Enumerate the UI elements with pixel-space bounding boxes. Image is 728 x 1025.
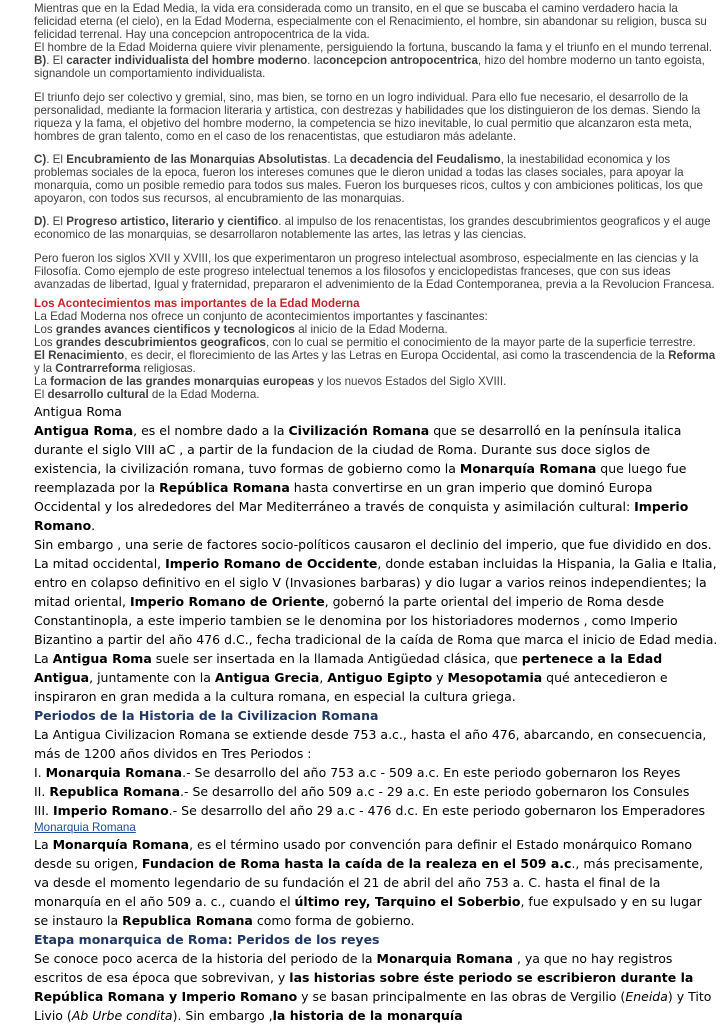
rome-paragraph-3: La Antigua Roma suele ser insertada en la llamada Antigüedad clásica, que pertenece a la Edad Antigua, juntamente con la Antigua Grecia, Antiguo Egipto y Mesopotamia qué antecedieron e inspiraron en gran medida a la cultura romana, en especial la cultura griega. [34, 650, 668, 704]
etapa-heading: Etapa monarquica de Roma: Peridos de los reyes [34, 931, 380, 947]
point-d-letter: D) [34, 215, 47, 229]
point-c-term-1: Encubramiento de las Monarquias Absolutistas [66, 152, 328, 166]
intro-paragraph-4: Pero fueron los siglos XVII y XVIII, los que experimentaron un progreso intelectual asombroso, especialmente en las ciencias y la Filosofía. Como ejemplo de este progreso intelectual tenemos a los filosofos y enciclopedistas franceses, que con sus ideas avanzadas de libertad, Igual y fraternidad, prepararon el advenimiento de la Edad Contemporanea, previa a la Revolucion Francesa. [34, 251, 715, 291]
point-c-letter: C) [34, 152, 47, 166]
intro-paragraph-3: El triunfo dejo ser colectivo y gremial, sino, mas bien, se torno en un logro individual. Para ello fue necesario, el desarrollo de la personalidad, mediante la formacion literaria y artistica, con destrezas y habilidades que los distinguieron de los demas. Siendo la riqueza y la fama, el objetivo del hombre moderno, la competencia se hizo inevitable, lo cual permitio que alcanzaron esta meta, hombres de gran talento, como en el caso de los renacentistas, que estudiaron más adelante. [34, 90, 701, 143]
events-line-6: El desarrollo cultural de la Edad Moderna. [34, 388, 260, 402]
periods-heading: Periodos de la Historia de la Civilizacion Romana [34, 707, 379, 723]
rome-paragraph-2: Sin embargo , una serie de factores socio-políticos causaron el declinio del imperio, que fue dividido en dos. La mitad occidental, Imperio Romano de Occidente, donde estaban incluidas la Hispania, la Galia e Italia, entro en colapso definitivo en el siglo V (Invasiones barbaras) y dio lugar a varios reinos independientes; la mitad oriental, Imperio Romano de Oriente, gobernó la parte oriental del imperio de Roma desde Constantinopla, a este imperio tambien se le denomina por los historiadores modernos , como Imperio Bizantino a partir del año 476 d.C., fecha tradicional de la caída de Roma que marca el inicio de Edad media. [34, 536, 718, 647]
period-3: III. Imperio Romano.- Se desarrollo del año 29 a.c - 476 d.c. En este periodo gobernaron los Emperadores [34, 802, 706, 818]
monarquia-romana-link[interactable]: Monarquia Romana [34, 820, 136, 834]
point-b-term-1: caracter individualista del hombre moderno [66, 54, 308, 68]
point-c-term-2: decadencia del Feudalismo [349, 152, 501, 166]
point-b-paragraph: B). El caracter individualista del hombre moderno. laconcepcion antropocentrica, hizo del hombre moderno un tanto egoista, signandole un comportamiento individualista. [34, 54, 705, 81]
point-b-letter: B) [34, 54, 47, 68]
periods-intro: La Antigua Civilizacion Romana se extiende desde 753 a.c., hasta el año 476, abarcando, en consecuencia, más de 1200 años dividos en Tres Periodos : [34, 726, 707, 761]
events-line-5: La formacion de las grandes monarquias europeas y los nuevos Estados del Siglo XVIII. [34, 375, 507, 389]
rome-paragraph-4: La Monarquía Romana, es el término usado por convención para definir el Estado monárquico Romano desde su origen, Fundacion de Roma hasta la caída de la realeza en el 509 a.c., más precisamente, va desde el momento legendario de su fundación el 21 de abril del año 753 a. C. hasta el final de la monarquía en el año 509 a. c., cuando el último rey, Tarquino el Soberbio, fue expulsado y en su lugar se instauro la Republica Romana como forma de gobierno. [34, 836, 704, 928]
point-d-term: Progreso artistico, literario y cientifico [66, 215, 279, 229]
intro-paragraph-2: El hombre de la Edad Moiderna quiere vivir plenamente, persiguiendo la fortuna, buscando la fama y el triunfo en el mundo terrenal. [34, 41, 712, 55]
period-2: II. Republica Romana.- Se desarrollo del año 509 a.c - 29 a.c. En este periodo gobernaron los Consules [34, 783, 690, 799]
rome-title: Antigua Roma [34, 403, 122, 419]
rome-paragraph-1: Antigua Roma, es el nombre dado a la Civilización Romana que se desarrolló en la península italica durante el siglo VIII aC , a partir de la fundacion de la ciudad de Roma. Durante sus doce siglos de existencia, la civilización romana, tuvo formas de gobierno como la Monarquía Romana que luego fue reemplazada por la República Romana hasta convertirse en un gran imperio que dominó Europa Occidental y los alrededores del Mar Mediterráneo a través de conquista y asimilación cultural: Imperio Romano. [34, 422, 689, 533]
events-heading: Los Acontecimientos mas importantes de la Edad Moderna [34, 296, 360, 310]
point-c-paragraph: C). El Encubramiento de las Monarquias Absolutistas. La decadencia del Feudalismo, la inestabilidad economica y los problemas sociales de la epoca, fueron los intereses comunes que le dieron unidad a todas las clases sociales, para apoyar la monarquia, como un posible remedio para todos sus males. Fueron los burqueses ricos, cultos y con ambiciones politicas, los que apoyaron, con todos sus recursos, al encubramiento de las monarquias. [34, 152, 703, 206]
point-b-term-2: concepcion antropocentrica [322, 54, 478, 68]
point-d-paragraph: D). El Progreso artistico, literario y cientifico. al impulso de los renacentistas, los grandes descubrimientos geograficos y el auge economico de las monarquias, se desarrollaron notablemente las artes, las letras y las ciencias. [34, 215, 711, 242]
intro-paragraph-1: Mientras que en la Edad Media, la vida era considerada como un transito, en el que se buscaba el camino verdadero hacia la felicidad eterna (el cielo), en la Edad Moderna, especialmente con el Renacimiento, el hombre, sin abandonar su religion, busca su felicidad terrenal. Hay una concepcion antropocentrica de la vida. [34, 2, 707, 42]
period-1: I. Monarquia Romana.- Se desarrollo del año 753 a.c - 509 a.c. En este periodo gobernaron los Reyes [34, 764, 681, 780]
events-line-4: El Renacimiento, es decir, el florecimiento de las Artes y las Letras en Europa Occidental, asi como la trascendencia de la Reforma y la Contrarreforma religiosas. [34, 349, 716, 376]
events-line-2: Los grandes avances cientificos y tecnologicos al inicio de la Edad Moderna. [34, 322, 448, 336]
monarquia-romana-link-line [34, 820, 718, 835]
events-line-1: La Edad Moderna nos ofrece un conjunto de acontecimientos importantes y fascinantes: [34, 309, 488, 323]
events-line-3: Los grandes descubrimientos geograficos, con lo cual se permitio el conocimiento de la mayor parte de la superficie terrestre. [34, 336, 696, 350]
rome-paragraph-5: Se conoce poco acerca de la historia del periodo de la Monarquia Romana , ya que no hay registros escritos de esa época que sobrevivan, y las historias sobre éste periodo se escribieron durante la República Romana y Imperio Romano y se basan principalmente en las obras de Vergilio (Eneida) y Tito Livio (Ab Urbe condita). Sin embargo ,la historia de la monarquía [34, 950, 712, 1023]
